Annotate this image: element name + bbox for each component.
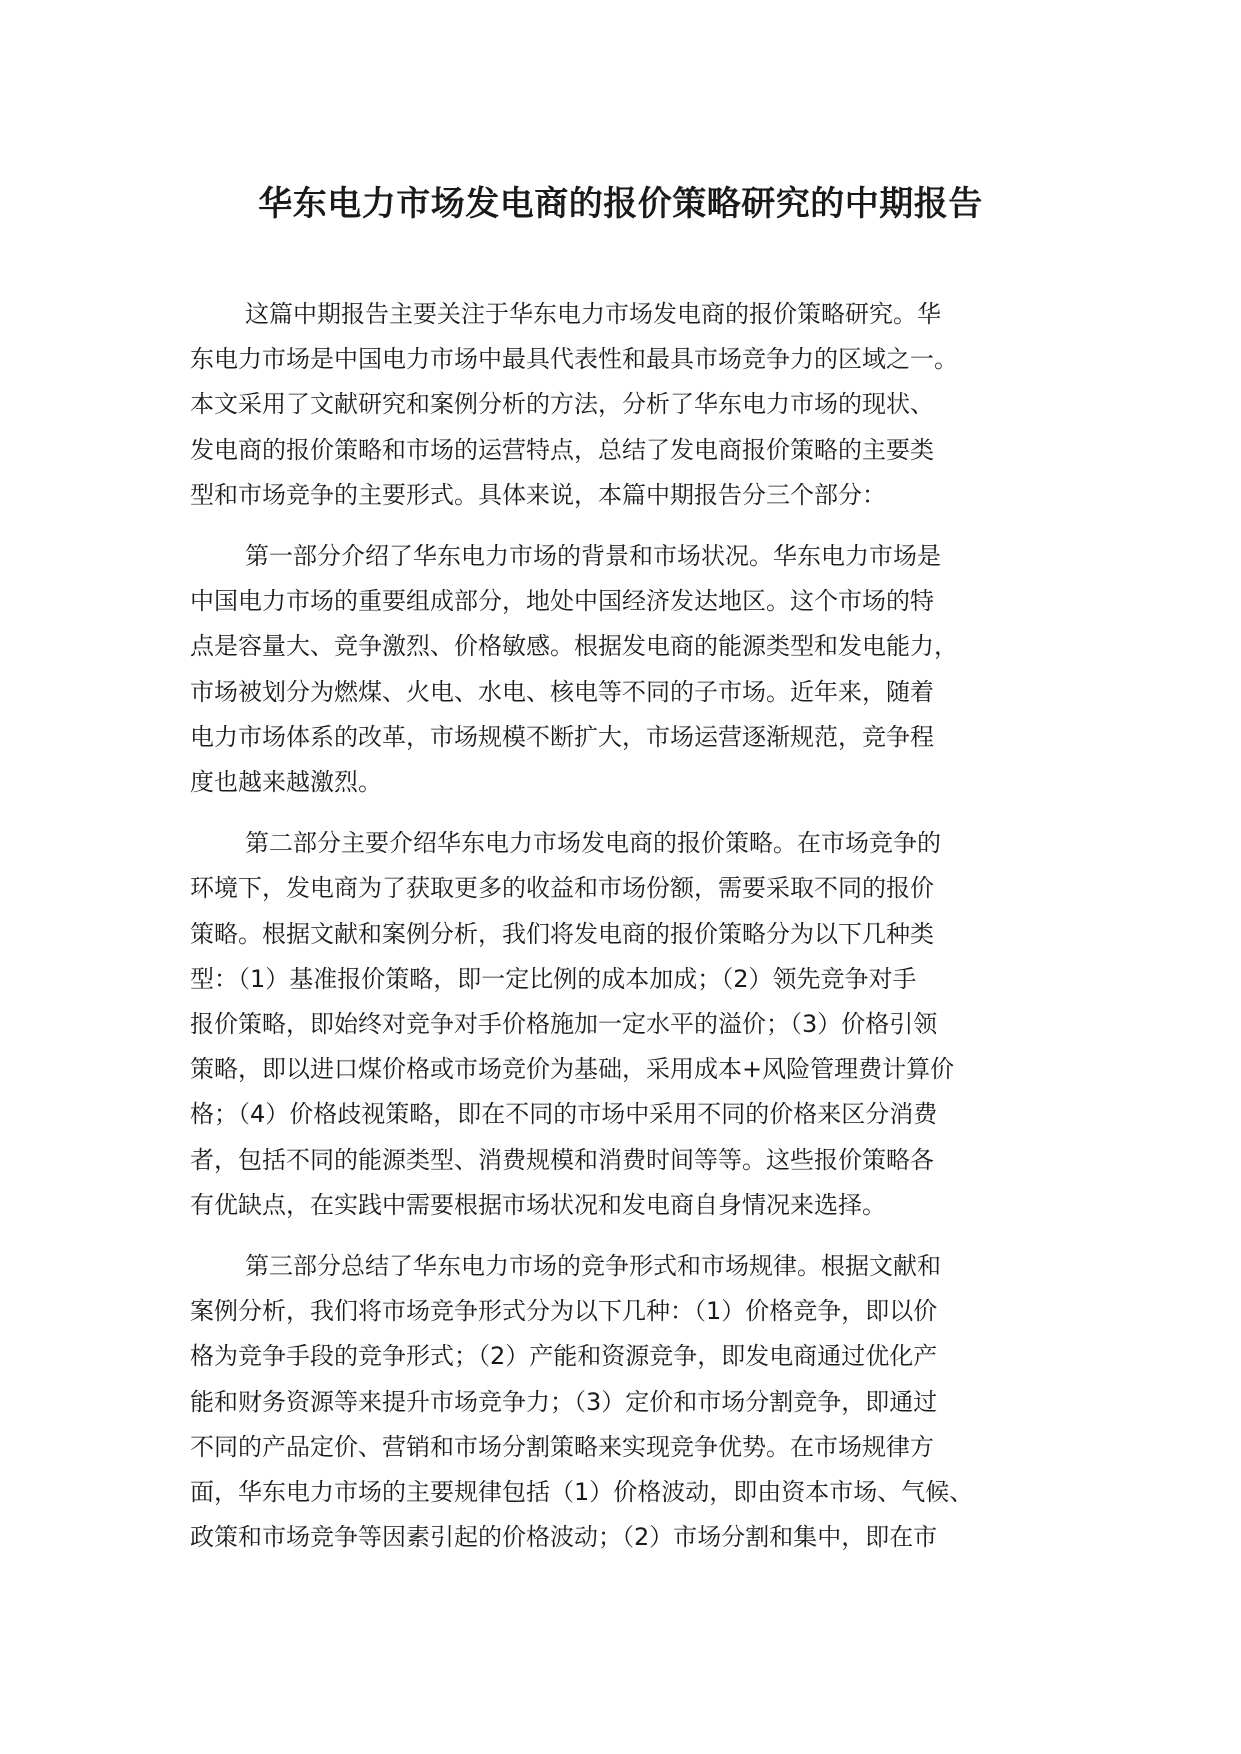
text-line: 点是容量大、竞争激烈、价格敏感。根据发电商的能源类型和发电能力， [190,632,958,661]
text-line: 者，包括不同的能源类型、消费规模和消费时间等等。这些报价策略各 [190,1145,934,1174]
text-line: 本文采用了文献研究和案例分析的方法，分析了华东电力市场的现状、 [190,390,934,419]
paragraph-intro [190,292,1080,518]
text-line: 第三部分总结了华东电力市场的竞争形式和市场规律。根据文献和 [245,1252,941,1281]
text-line: 有优缺点，在实践中需要根据市场状况和发电商自身情况来选择。 [190,1190,886,1219]
text-line: 格；（4）价格歧视策略，即在不同的市场中采用不同的价格来区分消费 [190,1100,938,1129]
text-line: 这篇中期报告主要关注于华东电力市场发电商的报价策略研究。华 [245,300,941,328]
text-line: 第二部分主要介绍华东电力市场发电商的报价策略。在市场竞争的 [245,829,941,858]
text-line: 格为竞争手段的竞争形式；（2）产能和资源竞争，即发电商通过优化产 [190,1342,938,1371]
document-body [190,292,1080,1576]
paragraph-part-one [190,534,1080,805]
text-line: 能和财务资源等来提升市场竞争力；（3）定价和市场分割竞争，即通过 [190,1387,938,1416]
text-line: 不同的产品定价、营销和市场分割策略来实现竞争优势。在市场规律方 [190,1432,934,1461]
text-line: 案例分析，我们将市场竞争形式分为以下几种：（1）价格竞争，即以价 [190,1297,938,1326]
text-line: 型和市场竞争的主要形式。具体来说，本篇中期报告分三个部分： [190,480,886,509]
text-line: 发电商的报价策略和市场的运营特点，总结了发电商报价策略的主要类 [190,435,934,464]
text-line: 环境下，发电商为了获取更多的收益和市场份额，需要采取不同的报价 [190,874,934,903]
text-line: 面，华东电力市场的主要规律包括（1）价格波动，即由资本市场、气候、 [190,1478,974,1507]
text-line: 度也越来越激烈。 [190,768,382,797]
document-title: 华东电力市场发电商的报价策略研究的中期报告 [258,184,983,224]
text-line: 型：（1）基准报价策略，即一定比例的成本加成；（2）领先竞争对手 [190,964,917,993]
text-line: 政策和市场竞争等因素引起的价格波动；（2）市场分割和集中，即在市 [190,1523,938,1552]
text-line: 第一部分介绍了华东电力市场的背景和市场状况。华东电力市场是 [245,542,941,571]
text-line: 报价策略，即始终对竞争对手价格施加一定水平的溢价；（3）价格引领 [190,1010,938,1039]
text-line: 东电力市场是中国电力市场中最具代表性和最具市场竞争力的区域之一。 [190,345,958,374]
text-line: 策略。根据文献和案例分析，我们将发电商的报价策略分为以下几种类 [190,919,934,948]
text-line: 策略，即以进口煤价格或市场竞价为基础，采用成本+风险管理费计算价 [190,1055,955,1084]
paragraph-part-two [190,821,1080,1228]
paragraph-part-three [190,1244,1080,1560]
text-line: 市场被划分为燃煤、火电、水电、核电等不同的子市场。近年来，随着 [190,677,934,706]
text-line: 电力市场体系的改革，市场规模不断扩大，市场运营逐渐规范，竞争程 [190,722,934,751]
text-line: 中国电力市场的重要组成部分，地处中国经济发达地区。这个市场的特 [190,587,934,616]
